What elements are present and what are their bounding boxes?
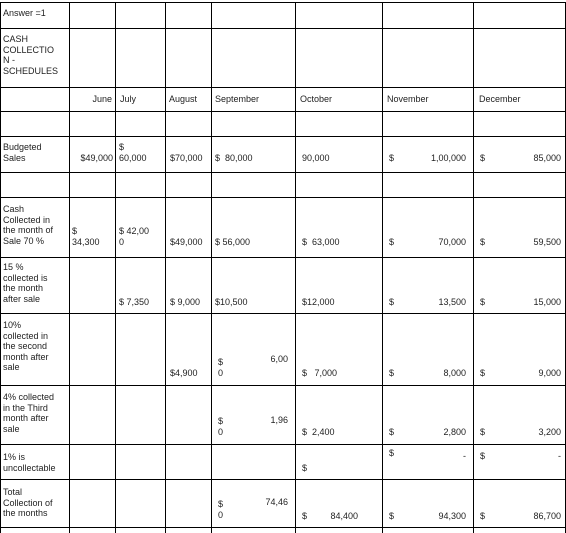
cell-budgeted-august: $70,000	[170, 153, 203, 163]
currency-sign: $	[480, 153, 486, 163]
currency-sign: $	[302, 511, 308, 521]
cell-second-month-august: $4,900	[170, 368, 198, 378]
cell-third-month-september: 1,96	[270, 415, 288, 425]
cell-second-month-september: 6,00	[270, 354, 288, 364]
schedule-title: CASH COLLECTIO N - SCHEDULES	[3, 34, 59, 76]
grid-line	[0, 479, 566, 480]
currency-sign: $	[480, 368, 486, 378]
cell-same-month-august: $49,000	[170, 237, 203, 247]
currency-sign: $ 0	[218, 357, 224, 378]
cell-second-month-october: $ 7,000	[302, 368, 338, 378]
row-label-collected-month-after: 15 % collected is the month after sale	[3, 262, 48, 304]
month-header-november: November	[387, 94, 429, 104]
cell-month-after-july: $ 7,350	[119, 297, 150, 307]
cell-budgeted-december: 85,000	[533, 153, 561, 163]
currency-sign: $	[389, 297, 395, 307]
grid-line	[0, 172, 566, 173]
cell-uncollectable-december: -	[558, 451, 561, 461]
cell-same-month-september: $ 56,000	[215, 237, 251, 247]
cell-month-after-august: $ 9,000	[170, 297, 201, 307]
month-header-december: December	[479, 94, 521, 104]
row-label-total-collection: Total Collection of the months	[3, 487, 53, 518]
cell-third-month-october: $ 2,400	[302, 427, 335, 437]
cell-budgeted-june: $49,000	[80, 153, 113, 163]
cell-total-december: 86,700	[533, 511, 561, 521]
cell-same-month-december: 59,500	[533, 237, 561, 247]
grid-line	[295, 2, 296, 533]
cell-second-month-november: 8,000	[443, 368, 466, 378]
cell-second-month-december: 9,000	[538, 368, 561, 378]
grid-line	[0, 527, 566, 528]
grid-line	[0, 2, 1, 533]
cell-same-month-november: 70,000	[438, 237, 466, 247]
currency-sign: $ 0	[218, 416, 224, 437]
month-header-july: July	[120, 94, 137, 104]
cell-third-month-december: 3,200	[538, 427, 561, 437]
month-header-september: September	[215, 94, 260, 104]
grid-line	[0, 111, 566, 112]
grid-line	[165, 2, 166, 533]
grid-line	[473, 2, 474, 533]
cell-total-september: 74,46	[265, 497, 288, 507]
cell-total-november: 94,300	[438, 511, 466, 521]
currency-sign: $	[389, 427, 395, 437]
grid-line	[0, 385, 566, 386]
cell-same-month-july: $ 42,00 0	[119, 226, 150, 247]
month-header-october: October	[300, 94, 333, 104]
cell-month-after-december: 15,000	[533, 297, 561, 307]
row-label-collected-second-month: 10% collected in the second month after sale	[3, 320, 49, 372]
grid-line	[0, 257, 566, 258]
grid-line	[0, 87, 566, 88]
cell-month-after-november: 13,500	[438, 297, 466, 307]
cell-budgeted-october: 90,000	[302, 153, 330, 163]
currency-sign: $ 0	[218, 499, 224, 520]
grid-line	[115, 2, 116, 533]
cell-same-month-october: $ 63,000	[302, 237, 340, 247]
currency-sign: $	[480, 511, 486, 521]
cell-same-month-june: $ 34,300	[72, 226, 100, 247]
row-label-collected-third-month: 4% collected in the Third month after sale	[3, 392, 55, 434]
grid-line	[0, 136, 566, 137]
grid-line	[382, 2, 383, 533]
currency-sign: $	[480, 297, 486, 307]
grid-line	[69, 2, 70, 533]
currency-sign: $	[480, 237, 486, 247]
cell-budgeted-september: $ 80,000	[215, 153, 253, 163]
currency-sign: $	[480, 427, 486, 437]
currency-sign: $	[389, 368, 395, 378]
cell-uncollectable-november: -	[463, 451, 466, 461]
grid-line	[0, 444, 566, 445]
answer-label: Answer =1	[3, 8, 46, 18]
currency-sign: $	[480, 451, 486, 461]
cell-third-month-november: 2,800	[443, 427, 466, 437]
currency-sign: $	[389, 237, 395, 247]
cell-budgeted-july: $ 60,000	[119, 142, 147, 163]
currency-sign: $	[389, 511, 395, 521]
grid-line	[0, 2, 566, 3]
cell-month-after-september: $10,500	[215, 297, 248, 307]
currency-sign: $	[389, 448, 395, 458]
month-header-august: August	[169, 94, 198, 104]
grid-line	[0, 28, 566, 29]
cell-uncollectable-october: $	[302, 463, 308, 473]
row-label-budgeted-sales: Budgeted Sales	[3, 142, 42, 163]
cell-month-after-october: $12,000	[302, 297, 335, 307]
grid-line	[0, 197, 566, 198]
currency-sign: $	[389, 153, 395, 163]
cell-total-october: 84,400	[330, 511, 358, 521]
grid-line	[211, 2, 212, 533]
grid-line	[0, 313, 566, 314]
row-label-uncollectable: 1% is uncollectable	[3, 452, 56, 473]
month-header-june: June	[92, 94, 112, 104]
row-label-collected-same-month: Cash Collected in the month of Sale 70 %	[3, 204, 54, 246]
cell-budgeted-november: 1,00,000	[430, 153, 466, 163]
